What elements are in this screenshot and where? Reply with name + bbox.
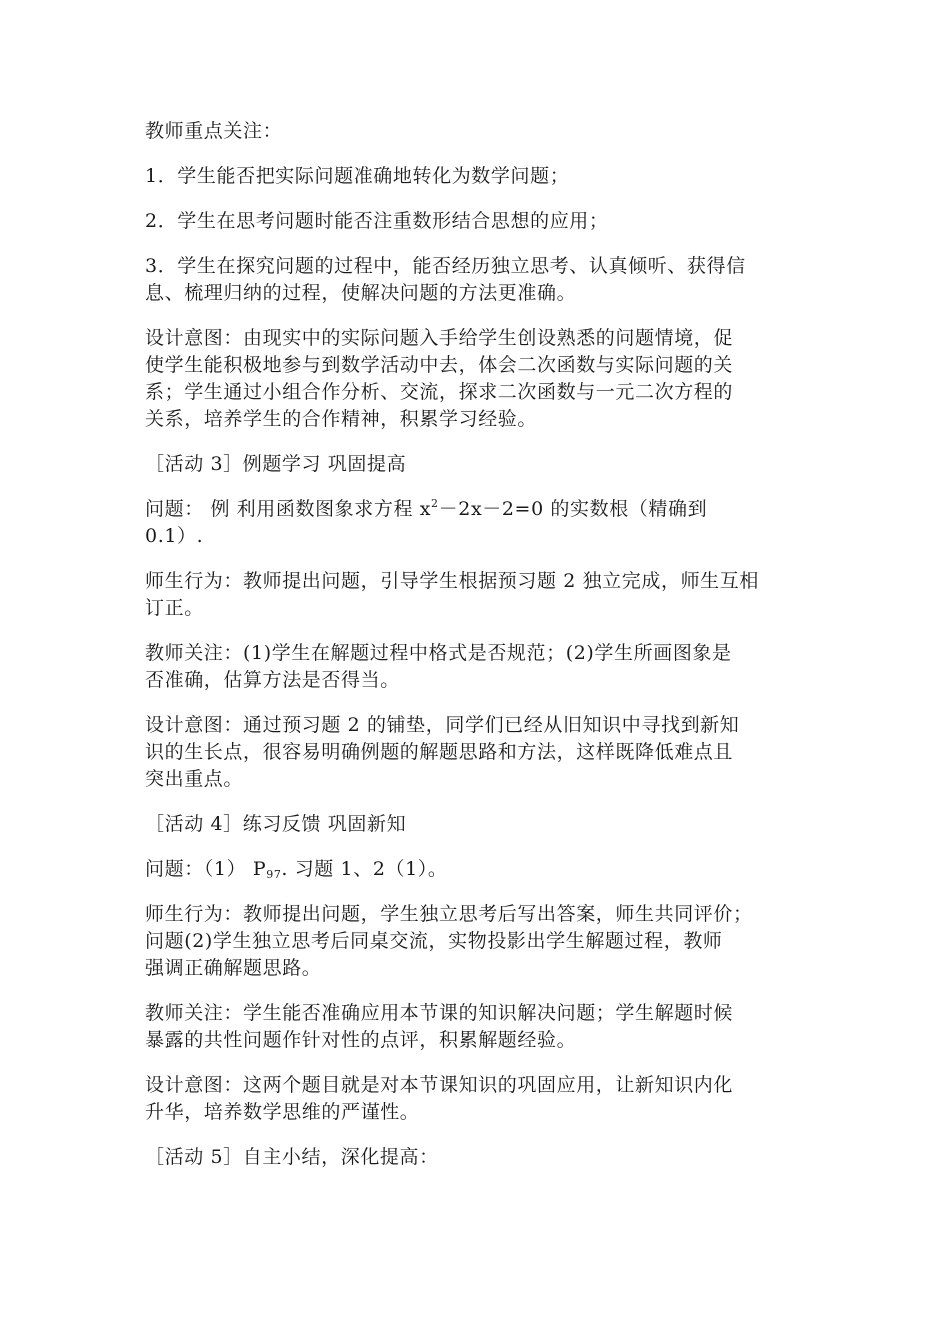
- paragraph-problem-example: [145, 496, 810, 550]
- paragraph-focus-item-2: [145, 208, 810, 235]
- text-line: 1．学生能否把实际问题准确地转化为数学问题；: [145, 165, 570, 187]
- text-line: 设计意图：通过预习题 2 的铺垫，同学们已经从旧知识中寻找到新知: [145, 714, 740, 736]
- paragraph-design-intent-3: [145, 1072, 810, 1126]
- text-line: ［活动 4］练习反馈 巩固新知: [145, 813, 407, 835]
- paragraph-teacher-focus-heading: [145, 118, 810, 145]
- text-line: 3．学生在探究问题的过程中，能否经历独立思考、认真倾听、获得信: [145, 255, 746, 277]
- text-line: [145, 496, 810, 523]
- paragraph-design-intent-1: [145, 325, 810, 433]
- document-page: [145, 118, 810, 1189]
- section-heading-activity-4: [145, 811, 810, 838]
- text-line: 使学生能积极地参与到数学活动中去，体会二次函数与实际问题的关: [145, 354, 734, 376]
- problem-suffix: . 习题 1、2（1）。: [281, 858, 448, 880]
- exponent: 2: [431, 497, 439, 510]
- paragraph-focus-item-3: [145, 253, 810, 307]
- text-line: 否准确，估算方法是否得当。: [145, 669, 400, 691]
- problem-prefix: 问题：（1） P: [145, 858, 267, 880]
- text-line: 教师关注：(1)学生在解题过程中格式是否规范；(2)学生所画图象是: [145, 642, 732, 664]
- text-line: 教师重点关注：: [145, 120, 283, 142]
- text-line: 暴露的共性问题作针对性的点评，积累解题经验。: [145, 1029, 577, 1051]
- paragraph-problem-exercise: [145, 856, 810, 883]
- section-heading-activity-3: [145, 451, 810, 478]
- text-line: 师生行为：教师提出问题，引导学生根据预习题 2 独立完成，师生互相: [145, 570, 759, 592]
- section-heading-activity-5: [145, 1144, 810, 1171]
- text-line: 识的生长点，很容易明确例题的解题思路和方法，这样既降低难点且: [145, 741, 734, 763]
- text-line: 息、梳理归纳的过程，使解决问题的方法更准确。: [145, 282, 577, 304]
- problem-prefix: 问题： 例 利用函数图象求方程 x: [145, 498, 432, 520]
- paragraph-teacher-student-action-1: [145, 568, 810, 622]
- page-subscript: 97: [266, 868, 282, 881]
- text-line: 强调正确解题思路。: [145, 957, 322, 979]
- problem-suffix: －2x－2=0 的实数根（精确到: [438, 498, 708, 520]
- text-line: 设计意图：由现实中的实际问题入手给学生创设熟悉的问题情境，促: [145, 327, 734, 349]
- paragraph-teacher-focus-2: [145, 640, 810, 694]
- text-line: ［活动 5］自主小结，深化提高：: [145, 1146, 439, 1168]
- text-line: [145, 856, 810, 883]
- text-line: 问题(2)学生独立思考后同桌交流，实物投影出学生解题过程，教师: [145, 930, 723, 952]
- text-line: 关系，培养学生的合作精神，积累学习经验。: [145, 408, 538, 430]
- text-line: 0.1）.: [145, 525, 204, 547]
- text-line: 订正。: [145, 597, 204, 619]
- paragraph-focus-item-1: [145, 163, 810, 190]
- text-line: 升华，培养数学思维的严谨性。: [145, 1101, 420, 1123]
- paragraph-teacher-student-action-2: [145, 901, 810, 982]
- paragraph-teacher-focus-3: [145, 1000, 810, 1054]
- text-line: 2．学生在思考问题时能否注重数形结合思想的应用；: [145, 210, 609, 232]
- text-line: 突出重点。: [145, 768, 244, 790]
- text-line: ［活动 3］例题学习 巩固提高: [145, 453, 407, 475]
- text-line: 设计意图：这两个题目就是对本节课知识的巩固应用，让新知识内化: [145, 1074, 734, 1096]
- text-line: 教师关注：学生能否准确应用本节课的知识解决问题；学生解题时候: [145, 1002, 734, 1024]
- text-line: 系；学生通过小组合作分析、交流，探求二次函数与一元二次方程的: [145, 381, 734, 403]
- paragraph-design-intent-2: [145, 712, 810, 793]
- text-line: 师生行为：教师提出问题，学生独立思考后写出答案，师生共同评价；: [145, 903, 753, 925]
